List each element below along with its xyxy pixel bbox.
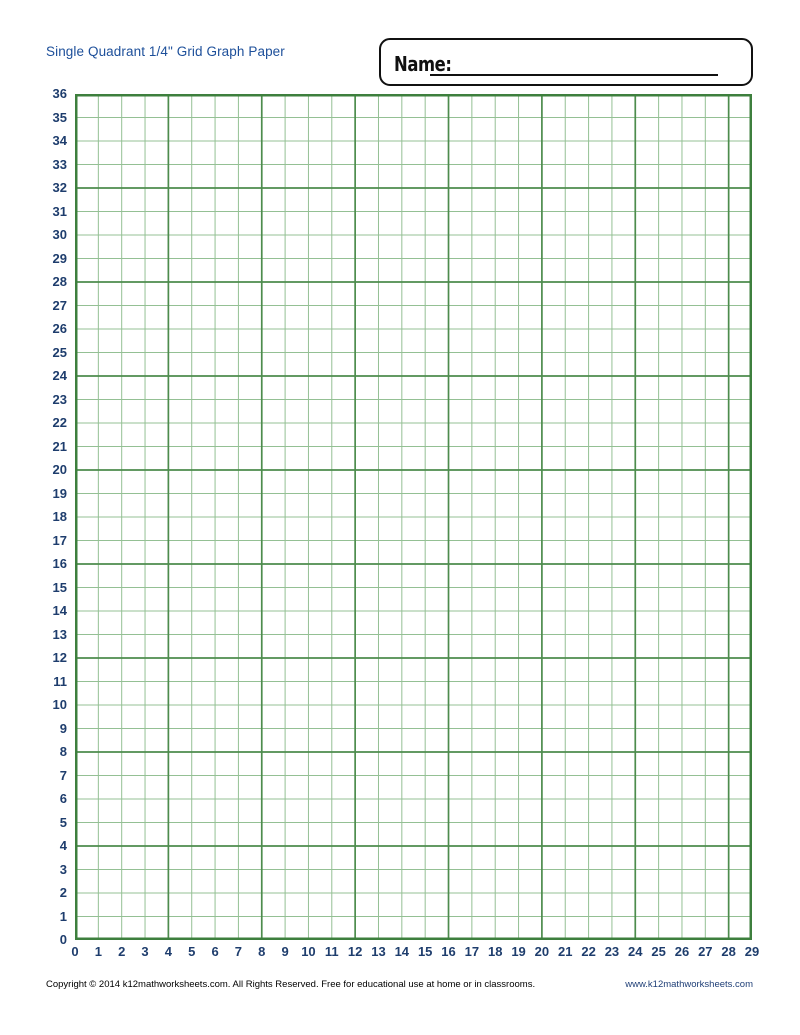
- y-axis-label: 6: [59, 791, 67, 806]
- x-axis-label: 26: [674, 944, 690, 959]
- x-axis-label: 22: [581, 944, 596, 959]
- y-axis-label: 7: [59, 767, 67, 783]
- x-axis-label: 15: [417, 944, 433, 959]
- y-axis-label: 33: [52, 156, 67, 172]
- x-axis-label: 24: [628, 944, 643, 959]
- x-axis-label: 29: [744, 944, 760, 959]
- x-axis-label: 11: [324, 944, 339, 959]
- y-axis-label: 26: [52, 321, 67, 336]
- y-axis-label: 1: [59, 908, 67, 924]
- y-axis-label: 36: [52, 86, 67, 101]
- y-axis-label: 20: [52, 462, 67, 477]
- y-axis-label: 27: [52, 297, 67, 313]
- y-axis-label: 0: [59, 932, 67, 947]
- x-axis-label: 10: [301, 944, 316, 959]
- y-axis-label: 19: [52, 485, 67, 501]
- y-axis-label: 8: [59, 744, 67, 759]
- page-title: Single Quadrant 1/4" Grid Graph Paper: [46, 44, 285, 59]
- x-axis-labels: [71, 944, 760, 962]
- x-axis-label: 16: [441, 944, 456, 959]
- x-axis-label: 3: [141, 944, 149, 959]
- y-axis-label: 15: [52, 579, 67, 595]
- y-axis-label: 29: [52, 250, 67, 266]
- y-axis-label: 5: [59, 814, 67, 830]
- name-blank-line: [430, 74, 718, 76]
- x-axis-label: 0: [71, 944, 79, 959]
- y-axis-label: 10: [52, 697, 67, 712]
- y-axis-label: 21: [52, 438, 67, 454]
- x-axis-label: 27: [698, 944, 713, 959]
- y-axis-label: 3: [59, 861, 67, 877]
- x-axis-label: 13: [371, 944, 386, 959]
- x-axis-label: 18: [487, 944, 503, 959]
- y-axis-label: 34: [52, 133, 67, 148]
- x-axis-label: 6: [211, 944, 219, 959]
- website-link: www.k12mathworksheets.com: [625, 979, 753, 990]
- y-axis-label: 28: [52, 274, 67, 289]
- name-box: [379, 38, 753, 86]
- x-axis-label: 14: [394, 944, 410, 959]
- x-axis-label: 28: [721, 944, 736, 959]
- y-axis-label: 30: [52, 227, 67, 242]
- y-axis-label: 32: [52, 180, 67, 195]
- y-axis-label: 35: [52, 109, 67, 125]
- y-axis-label: 11: [53, 673, 67, 689]
- y-axis-label: 22: [52, 415, 67, 430]
- x-axis-label: 8: [258, 944, 266, 959]
- y-axis-label: 9: [59, 720, 67, 736]
- x-axis-label: 21: [558, 944, 573, 959]
- graph-grid: [75, 94, 752, 940]
- y-axis-label: 2: [59, 885, 67, 900]
- y-axis-labels: [22, 86, 67, 947]
- x-axis-label: 25: [651, 944, 666, 959]
- x-axis-label: 19: [511, 944, 526, 959]
- name-label: Name:: [394, 52, 452, 76]
- x-axis-label: 2: [118, 944, 126, 959]
- y-axis-label: 18: [52, 509, 67, 524]
- x-axis-label: 17: [464, 944, 480, 959]
- y-axis-label: 17: [52, 532, 67, 548]
- y-axis-label: 14: [52, 603, 67, 618]
- x-axis-label: 4: [164, 944, 172, 959]
- y-axis-label: 4: [59, 838, 67, 853]
- y-axis-label: 13: [52, 626, 67, 642]
- y-axis-label: 24: [52, 368, 67, 383]
- y-axis-label: 12: [52, 650, 67, 665]
- x-axis-label: 1: [94, 944, 102, 959]
- y-axis-label: 23: [52, 391, 67, 407]
- copyright-text: Copyright © 2014 k12mathworksheets.com. All Rights Reserved. Free for educational use at home or in classrooms.: [46, 979, 536, 990]
- y-axis-label: 16: [52, 556, 67, 571]
- x-axis-label: 23: [604, 944, 620, 959]
- x-axis-label: 9: [281, 944, 289, 959]
- x-axis-label: 20: [534, 944, 550, 959]
- y-axis-label: 31: [52, 203, 67, 219]
- y-axis-label: 25: [52, 344, 67, 360]
- x-axis-label: 7: [234, 944, 243, 959]
- x-axis-label: 5: [188, 944, 196, 959]
- x-axis-label: 12: [347, 944, 363, 959]
- grid-svg: [75, 94, 752, 940]
